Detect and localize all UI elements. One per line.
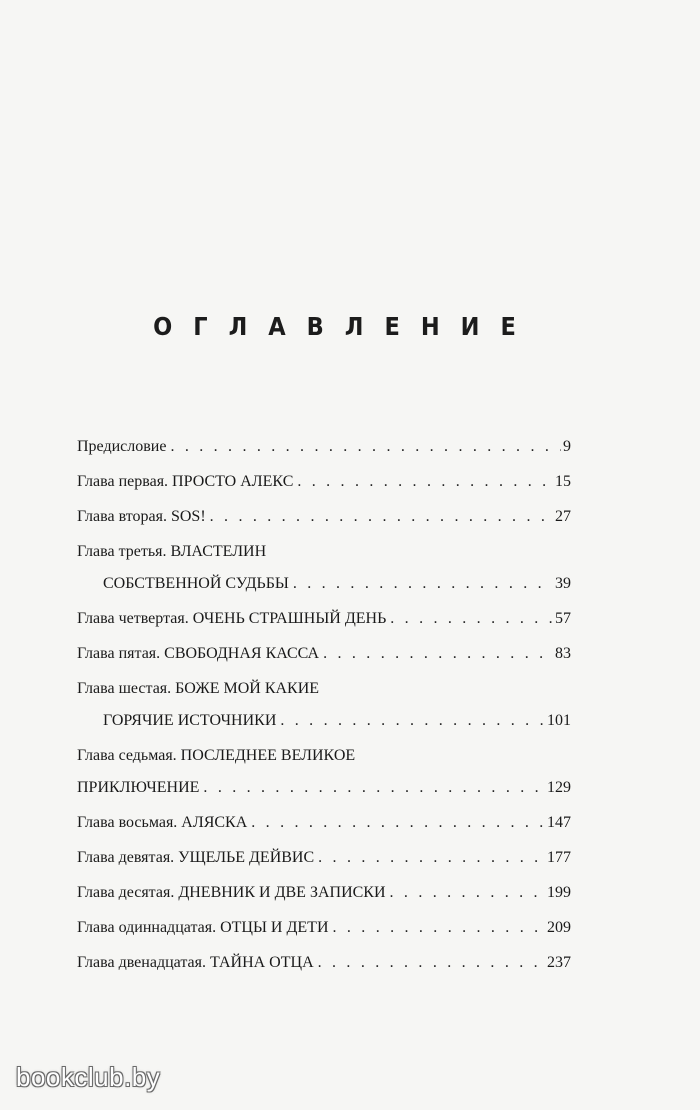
watermark: bookclub.by (16, 1062, 161, 1092)
toc-page-number: 237 (547, 954, 571, 971)
toc-entry-title-continued: ГОРЯЧИЕ ИСТОЧНИКИ (103, 712, 277, 729)
dot-leader (297, 471, 553, 493)
toc-entry-chapter-11 (77, 917, 571, 939)
dot-leader (318, 952, 545, 974)
dot-leader (280, 710, 545, 732)
dot-leader (318, 847, 545, 869)
toc-entry-chapter-12 (77, 952, 571, 974)
dot-leader (251, 812, 545, 834)
toc-entry-title: Глава вторая. SOS! (77, 508, 206, 525)
toc-page-number: 9 (563, 438, 571, 455)
dot-leader (170, 436, 561, 458)
toc-entry-chapter-5 (77, 643, 571, 665)
toc-entry-title: Глава одиннадцатая. ОТЦЫ И ДЕТИ (77, 919, 329, 936)
toc-entry-title: Глава первая. ПРОСТО АЛЕКС (77, 473, 294, 490)
dot-leader (323, 643, 553, 665)
toc-entry-title: Глава девятая. УЩЕЛЬЕ ДЕЙВИС (77, 849, 315, 866)
toc-entry-title-continued: ПРИКЛЮЧЕНИЕ (77, 779, 200, 796)
toc-entry-title: Глава шестая. БОЖЕ МОЙ КАКИЕ (77, 680, 320, 697)
dot-leader (333, 917, 546, 939)
page-title: ОГЛАВЛЕНИЕ (153, 312, 537, 341)
toc-page-number: 147 (547, 814, 571, 831)
toc-entry-chapter-1 (77, 471, 571, 493)
toc-entry-chapter-8 (77, 812, 571, 834)
toc-entry-chapter-2 (77, 506, 571, 528)
table-of-contents (77, 436, 571, 974)
dot-leader (390, 608, 553, 630)
toc-page-number: 57 (555, 610, 571, 627)
toc-page-number: 83 (555, 645, 571, 662)
toc-entry-title-continued: СОБСТВЕННОЙ СУДЬБЫ (103, 575, 289, 592)
toc-page-number: 101 (547, 712, 571, 729)
toc-page-number: 129 (547, 779, 571, 796)
toc-page-number: 27 (555, 508, 571, 525)
dot-leader (390, 882, 545, 904)
toc-entry-title: Глава седьмая. ПОСЛЕДНЕЕ ВЕЛИКОЕ (77, 747, 356, 764)
toc-page-number: 209 (547, 919, 571, 936)
toc-entry-title: Глава четвертая. ОЧЕНЬ СТРАШНЫЙ ДЕНЬ (77, 610, 387, 627)
toc-page-number: 199 (547, 884, 571, 901)
toc-page-number: 39 (555, 575, 571, 592)
toc-entry-chapter-6 (77, 678, 571, 732)
toc-entry-title: Глава десятая. ДНЕВНИК И ДВЕ ЗАПИСКИ (77, 884, 386, 901)
toc-page-number: 177 (547, 849, 571, 866)
toc-entry-chapter-3 (77, 541, 571, 595)
toc-entry-chapter-10 (77, 882, 571, 904)
toc-entry-title: Предисловие (77, 438, 167, 455)
dot-leader (210, 506, 553, 528)
dot-leader (293, 573, 553, 595)
toc-entry-title: Глава третья. ВЛАСТЕЛИН (77, 543, 267, 560)
toc-entry-title: Глава пятая. СВОБОДНАЯ КАССА (77, 645, 320, 662)
toc-entry-title: Глава восьмая. АЛЯСКА (77, 814, 248, 831)
toc-entry-chapter-4 (77, 608, 571, 630)
dot-leader (203, 777, 545, 799)
toc-entry-preface (77, 436, 571, 458)
toc-entry-chapter-9 (77, 847, 571, 869)
toc-page-number: 15 (555, 473, 571, 490)
toc-entry-title: Глава двенадцатая. ТАЙНА ОТЦА (77, 954, 314, 971)
toc-entry-chapter-7 (77, 745, 571, 799)
